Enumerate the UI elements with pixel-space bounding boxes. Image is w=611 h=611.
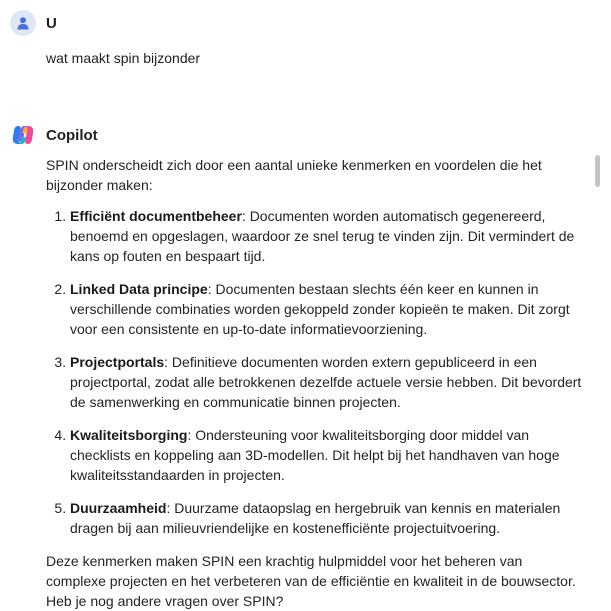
list-item-title: Linked Data principe: [70, 281, 208, 297]
list-item: [70, 352, 586, 412]
list-item-text: : Duurzame dataopslag en hergebruik van kennis en materialen dragen bij aan milieuvriendelijke en kostenefficiënte projectuitvoering.: [70, 500, 561, 536]
list-item-text: : Ondersteuning voor kwaliteitsborging door middel van checklists en koppeling aan 3D-modellen. Dit helpt bij het handhaven van hoge kwaliteitsstandaarden in projecten.: [70, 427, 560, 483]
list-item: [70, 425, 586, 485]
list-item-text: : Documenten bestaan slechts één keer en kunnen in verschillende combinaties worden gekoppeld zonder kopieën te maken. Dit zorgt voor een consistente en up-to-date informatievoorziening.: [70, 281, 570, 337]
list-item-title: Kwaliteitsborging: [70, 427, 188, 443]
feature-list: [46, 206, 586, 538]
scrollbar-thumb[interactable]: [595, 155, 600, 187]
user-message-text: wat maakt spin bijzonder: [46, 50, 201, 66]
list-item: [70, 206, 586, 266]
user-avatar-icon: [10, 10, 36, 36]
copilot-name: Copilot: [46, 126, 98, 144]
copilot-message-header: [10, 122, 98, 148]
user-message-header: [10, 10, 57, 36]
list-item-text: : Definitieve documenten worden extern gepubliceerd in een projectportal, zodat alle betrokkenen dezelfde actuele versie hebben. Dit bevordert de samenwerking en communicatie binnen projecten.: [70, 354, 582, 410]
answer-closing: Deze kenmerken maken SPIN een krachtig hulpmiddel voor het beheren van complexe projecten en het verbeteren van de efficiëntie en kwaliteit in de bouwsector. Heb je nog andere vragen over SPIN?: [46, 553, 576, 609]
user-name: U: [46, 14, 57, 32]
list-item-title: Duurzaamheid: [70, 500, 167, 516]
copilot-answer: [46, 155, 586, 611]
list-item-text: : Documenten worden automatisch gegenereerd, benoemd en opgeslagen, waardoor ze snel terug te vinden zijn. Dit vermindert de kans op fouten en bespaart tijd.: [70, 208, 575, 264]
list-item-title: Projectportals: [70, 354, 165, 370]
list-item: [70, 498, 586, 538]
copilot-logo-icon: [10, 122, 36, 148]
list-item: [70, 279, 586, 339]
answer-intro: SPIN onderscheidt zich door een aantal unieke kenmerken en voordelen die het bijzonder maken:: [46, 157, 542, 193]
list-item-title: Efficiënt documentbeheer: [70, 208, 242, 224]
